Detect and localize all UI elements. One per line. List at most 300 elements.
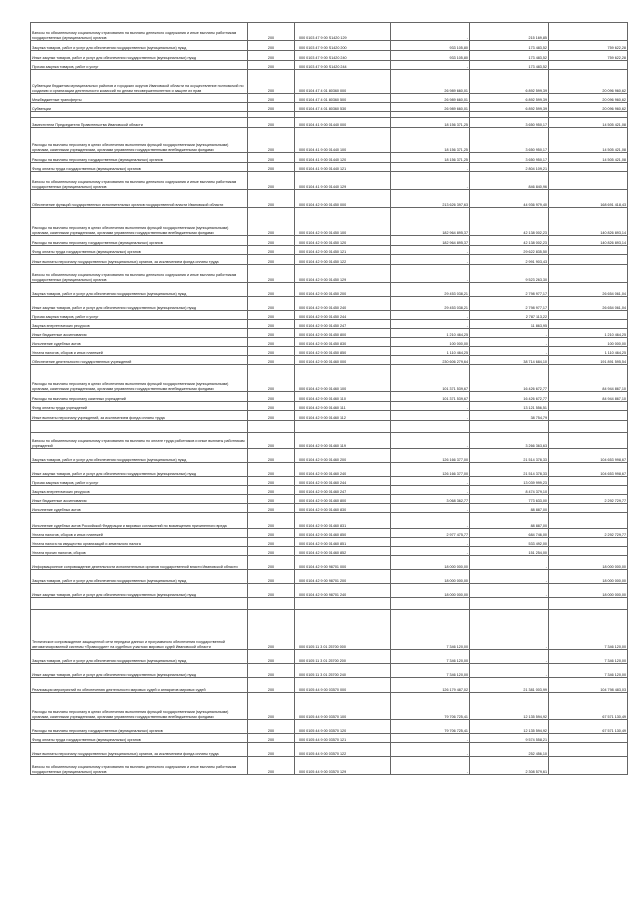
table-row (31, 208, 628, 236)
cell-plan: 182 964 895,37 (391, 236, 470, 246)
cell-name: Субвенции бюджетам муниципальных районов и городских округов Ивановской области на осуществление полномочий по созданию и организации деятельности комиссий по делам несовершеннолетних и защите их прав (31, 70, 248, 94)
cell-code: 200 (248, 547, 295, 556)
table-row (31, 547, 628, 556)
cell-plan: 18 156 371,25 (391, 153, 470, 163)
cell-exec: 21 514 378,33 (470, 463, 549, 477)
cell-plan: 18 000 000,00 (391, 556, 470, 570)
cell-rest (549, 504, 628, 513)
cell-rest: 104 653 998,67 (549, 463, 628, 477)
cell-plan: - (391, 477, 470, 486)
cell-kbk: 000 0104 42 9 00 01460 000 (295, 356, 391, 365)
table-row (31, 51, 628, 61)
table-row (31, 743, 628, 757)
cell-exec: - (470, 584, 549, 598)
table-row (31, 392, 628, 402)
cell-kbk: 000 0104 41 9 00 01440 121 (295, 163, 391, 172)
cell-kbk: 000 0104 42 9 00 01450 247 (295, 320, 391, 329)
cell-rest: 26 654 061,04 (549, 297, 628, 311)
cell-plan: - (391, 172, 470, 190)
cell-name: Расходы на выплаты персоналу в целях обеспечения выполнения функций государственными (муниципальными) органами, казенными учреждениями, органами управления государственными внебюджетными фондами (31, 128, 248, 153)
cell-plan: 7 346 120,00 (391, 610, 470, 650)
cell-rest (549, 421, 628, 433)
cell-plan: - (391, 411, 470, 421)
table-row (31, 584, 628, 598)
table-row (31, 513, 628, 529)
cell-kbk: 000 0104 42 9 00 01450 121 (295, 246, 391, 255)
cell-exec: - (470, 570, 549, 584)
cell-rest (549, 547, 628, 556)
table-row (31, 693, 628, 720)
cell-kbk: 000 0104 42 9 00 01460 240 (295, 463, 391, 477)
cell-exec: 151 254,00 (470, 547, 549, 556)
table-row (31, 734, 628, 743)
cell-plan (391, 598, 470, 610)
cell-rest: 67 571 130,49 (549, 693, 628, 720)
cell-plan: 101 371 539,67 (391, 392, 470, 402)
cell-kbk: 000 0104 42 9 00 01460 100 (295, 365, 391, 392)
cell-rest (549, 265, 628, 283)
cell-rest: 20 096 960,62 (549, 103, 628, 112)
cell-code: 200 (248, 347, 295, 356)
cell-name: Исполнение судебных актов (31, 338, 248, 347)
cell-exec: 3 650 950,17 (470, 128, 549, 153)
cell-code: 200 (248, 208, 295, 236)
cell-plan: 29 453 038,21 (391, 297, 470, 311)
cell-kbk: 000 0104 42 9 00 01450 800 (295, 329, 391, 338)
cell-exec: 38 714 684,10 (470, 356, 549, 365)
cell-kbk: 000 0104 42 9 00 01460 830 (295, 504, 391, 513)
cell-kbk: 000 0104 42 9 00 01450 000 (295, 190, 391, 208)
cell-rest: 18 000 000,00 (549, 570, 628, 584)
cell-code: 200 (248, 584, 295, 598)
cell-name: Уплата налогов, сборов и иных платежей (31, 347, 248, 356)
table-row (31, 311, 628, 320)
cell-name: Закупка товаров, работ и услуг для обеспечения государственных (муниципальных) нужд (31, 449, 248, 463)
cell-rest: 759 622,28 (549, 51, 628, 61)
budget-report-sheet (30, 22, 626, 775)
cell-code (248, 598, 295, 610)
cell-exec: 846 840,96 (470, 172, 549, 190)
cell-rest (549, 311, 628, 320)
cell-kbk: 000 0104 41 9 00 01440 100 (295, 128, 391, 153)
cell-code: 200 (248, 356, 295, 365)
cell-exec: 12 135 594,92 (470, 693, 549, 720)
cell-rest (549, 23, 628, 41)
cell-plan: 1 210 464,25 (391, 329, 470, 338)
cell-code: 200 (248, 529, 295, 538)
cell-code (248, 421, 295, 433)
cell-exec: 6 892 599,39 (470, 103, 549, 112)
cell-exec: - (470, 338, 549, 347)
cell-rest (549, 246, 628, 255)
cell-exec: 16 426 672,77 (470, 365, 549, 392)
cell-name: Уплата налогов, сборов и иных платежей (31, 529, 248, 538)
cell-code: 200 (248, 23, 295, 41)
cell-name: Закупка товаров, работ и услуг для обеспечения государственных (муниципальных) нужд (31, 570, 248, 584)
cell-rest: 14 505 421,08 (549, 118, 628, 128)
cell-rest: 20 096 960,62 (549, 94, 628, 103)
cell-name: Взносы по обязательному социальному страхованию на выплаты денежного содержания и иные выплаты работникам государственных (муниципальных) органов (31, 265, 248, 283)
cell-exec: 533 492,00 (470, 538, 549, 547)
cell-name: Иные закупки товаров, работ и услуг для обеспечения государственных (муниципальных) нужд (31, 51, 248, 61)
cell-plan: 18 000 000,00 (391, 570, 470, 584)
cell-code: 200 (248, 297, 295, 311)
table-row (31, 153, 628, 163)
cell-name: Исполнение судебных актов (31, 504, 248, 513)
table-row (31, 118, 628, 128)
cell-name: Субвенции (31, 103, 248, 112)
table-row (31, 556, 628, 570)
cell-exec: 173 483,52 (470, 61, 549, 70)
table-row (31, 255, 628, 265)
cell-rest: 7 346 120,00 (549, 664, 628, 678)
cell-exec: 21 381 003,99 (470, 678, 549, 693)
cell-code: 200 (248, 720, 295, 734)
table-row (31, 356, 628, 365)
cell-exec: 8 474 379,10 (470, 486, 549, 495)
cell-code: 200 (248, 743, 295, 757)
cell-exec: 12 135 594,92 (470, 720, 549, 734)
cell-kbk: 000 0105 44 9 00 03570 100 (295, 693, 391, 720)
cell-name: Закупка товаров, работ и услуг для обеспечения государственных (муниципальных) нужд (31, 650, 248, 664)
cell-code: 200 (248, 283, 295, 297)
cell-plan: - (391, 504, 470, 513)
cell-name: Иные закупки товаров, работ и услуг для обеспечения государственных (муниципальных) нужд (31, 463, 248, 477)
cell-plan: - (391, 265, 470, 283)
cell-kbk: 000 0103 47 9 00 S1420 244 (295, 61, 391, 70)
cell-plan: - (391, 402, 470, 411)
cell-exec: 2 804 109,21 (470, 163, 549, 172)
cell-kbk: 000 0105 44 9 00 03570 000 (295, 678, 391, 693)
cell-plan: - (391, 23, 470, 41)
cell-plan: - (391, 163, 470, 172)
cell-code: 200 (248, 163, 295, 172)
table-row (31, 365, 628, 392)
cell-code: 200 (248, 153, 295, 163)
cell-code: 200 (248, 246, 295, 255)
cell-rest (549, 433, 628, 449)
table-row (31, 70, 628, 94)
cell-rest: 168 691 418,43 (549, 190, 628, 208)
table-row (31, 529, 628, 538)
cell-code: 200 (248, 664, 295, 678)
cell-exec: 44 936 979,40 (470, 190, 549, 208)
cell-name: Взносы по обязательному социальному страхованию на выплаты денежного содержания и иные выплаты работникам государственных (муниципальных) органов (31, 172, 248, 190)
cell-exec: 16 426 672,77 (470, 392, 549, 402)
cell-plan: 100 000,00 (391, 338, 470, 347)
cell-exec: 21 514 378,33 (470, 449, 549, 463)
cell-kbk: 000 0104 42 9 00 01450 240 (295, 297, 391, 311)
cell-exec: 88 887,00 (470, 513, 549, 529)
cell-name: Иные закупки товаров, работ и услуг для обеспечения государственных (муниципальных) нужд (31, 664, 248, 678)
cell-rest (549, 172, 628, 190)
cell-rest: 140 826 893,14 (549, 236, 628, 246)
cell-name: Взносы по обязательному социальному страхованию на выплаты денежного содержания и иные выплаты работникам государственных (муниципальных) органов (31, 757, 248, 775)
cell-code: 200 (248, 610, 295, 650)
cell-kbk: 000 0103 47 9 00 S1420 240 (295, 51, 391, 61)
cell-kbk: 000 0104 41 9 00 01440 129 (295, 172, 391, 190)
cell-exec: - (470, 556, 549, 570)
cell-name: Фонд оплаты труда государственных (муниципальных) органов (31, 734, 248, 743)
cell-code: 200 (248, 757, 295, 775)
cell-exec: 773 633,00 (470, 495, 549, 504)
cell-rest: 100 000,00 (549, 338, 628, 347)
cell-rest: 104 798 483,03 (549, 678, 628, 693)
cell-kbk: 000 0104 42 9 00 98701 000 (295, 556, 391, 570)
cell-name: Расходы на выплаты персоналу государственных (муниципальных) органов (31, 153, 248, 163)
cell-kbk (295, 421, 391, 433)
cell-kbk: 000 0103 47 9 00 S1420 200 (295, 41, 391, 51)
cell-kbk: 000 0104 42 9 00 01460 111 (295, 402, 391, 411)
cell-exec: 9 574 558,21 (470, 734, 549, 743)
cell-rest (549, 320, 628, 329)
cell-rest (549, 734, 628, 743)
cell-exec: 6 892 599,39 (470, 70, 549, 94)
cell-rest: 14 505 421,08 (549, 153, 628, 163)
cell-code: 200 (248, 477, 295, 486)
cell-exec: 38 754,79 (470, 411, 549, 421)
cell-rest (549, 402, 628, 411)
cell-exec: 13 121 556,51 (470, 402, 549, 411)
cell-plan: 7 346 120,00 (391, 650, 470, 664)
cell-plan: 18 156 371,25 (391, 118, 470, 128)
cell-rest: 1 110 464,25 (549, 347, 628, 356)
cell-exec: 13 039 999,23 (470, 477, 549, 486)
cell-exec: 3 650 950,17 (470, 118, 549, 128)
cell-code: 200 (248, 255, 295, 265)
cell-code: 200 (248, 311, 295, 320)
cell-code: 200 (248, 128, 295, 153)
cell-rest (549, 757, 628, 775)
cell-code: 200 (248, 103, 295, 112)
cell-kbk: 000 0105 44 9 00 03570 122 (295, 743, 391, 757)
cell-kbk: 000 0105 11 3 01 25700 000 (295, 610, 391, 650)
cell-name (31, 598, 248, 610)
cell-plan: 79 706 725,41 (391, 693, 470, 720)
table-row (31, 265, 628, 283)
cell-name: Уплата прочих налогов, сборов (31, 547, 248, 556)
cell-name: Прочая закупка товаров, работ и услуг (31, 61, 248, 70)
table-row (31, 538, 628, 547)
cell-name: Иные выплаты персоналу государственных (муниципальных) органов, за исключением фонда оплаты труда (31, 743, 248, 757)
cell-plan: - (391, 734, 470, 743)
cell-rest (549, 255, 628, 265)
cell-code: 200 (248, 320, 295, 329)
cell-name: Межбюджетные трансферты (31, 94, 248, 103)
cell-kbk: 000 0104 42 9 00 01460 247 (295, 486, 391, 495)
table-row (31, 421, 628, 433)
cell-code: 200 (248, 463, 295, 477)
cell-exec: - (470, 664, 549, 678)
cell-exec: 3 650 950,17 (470, 153, 549, 163)
table-row (31, 664, 628, 678)
cell-exec: 2 798 977,17 (470, 283, 549, 297)
cell-plan: 126 166 377,00 (391, 449, 470, 463)
cell-name: Иные выплаты персоналу учреждений, за исключением фонда оплаты труда (31, 411, 248, 421)
table-row (31, 128, 628, 153)
cell-rest: 18 000 000,00 (549, 556, 628, 570)
cell-name: Техническое сопровождение защищенной сети передачи данных и программного обеспечения государственной автоматизированной системы «Правосудие» на судебных участках мировых судей Ивановской области (31, 610, 248, 650)
cell-exec: 42 138 002,23 (470, 208, 549, 236)
cell-name (31, 421, 248, 433)
cell-plan: - (391, 513, 470, 529)
cell-exec: 173 483,52 (470, 41, 549, 51)
cell-name: Расходы на выплаты персоналу в целях обеспечения выполнения функций государственными (муниципальными) органами, казенными учреждениями, органами управления государственными внебюджетными фондами (31, 365, 248, 392)
cell-exec: - (470, 650, 549, 664)
cell-name: Расходы на выплаты персоналу государственных (муниципальных) органов (31, 720, 248, 734)
cell-name: Обеспечение деятельности государственных учреждений (31, 356, 248, 365)
cell-plan: 213 626 397,63 (391, 190, 470, 208)
cell-code: 200 (248, 678, 295, 693)
cell-kbk: 000 0105 44 9 00 03570 129 (295, 757, 391, 775)
cell-exec: 6 892 599,39 (470, 94, 549, 103)
cell-name: Взносы по обязательному социальному страхованию на выплаты денежного содержания и иные выплаты работникам государственных (муниципальных) органов (31, 23, 248, 41)
cell-plan: - (391, 757, 470, 775)
cell-exec: 2 798 977,17 (470, 297, 549, 311)
cell-name: Иные закупки товаров, работ и услуг для обеспечения государственных (муниципальных) нужд (31, 584, 248, 598)
cell-name: Расходы на выплаты персоналу в целях обеспечения выполнения функций государственными (муниципальными) органами, казенными учреждениями, органами управления государственными внебюджетными фондами (31, 208, 248, 236)
cell-kbk: 000 0103 47 9 00 S1420 129 (295, 23, 391, 41)
cell-kbk: 000 0104 42 9 00 01460 244 (295, 477, 391, 486)
table-row (31, 477, 628, 486)
cell-kbk: 000 0104 42 9 00 01460 119 (295, 433, 391, 449)
cell-name: Закупка товаров, работ и услуг для обеспечения государственных (муниципальных) нужд (31, 41, 248, 51)
cell-plan: 126 179 487,02 (391, 678, 470, 693)
cell-code: 200 (248, 570, 295, 584)
table-row (31, 433, 628, 449)
cell-code: 200 (248, 734, 295, 743)
cell-exec: 2 787 113,22 (470, 311, 549, 320)
cell-code: 200 (248, 392, 295, 402)
cell-kbk: 000 0104 42 9 00 01450 100 (295, 208, 391, 236)
cell-plan: 933 105,80 (391, 41, 470, 51)
cell-rest: 2 292 729,77 (549, 495, 628, 504)
table-row (31, 23, 628, 41)
cell-plan: 230 606 279,64 (391, 356, 470, 365)
cell-name: Прочая закупка товаров, работ и услуг (31, 311, 248, 320)
cell-plan: 3 068 362,77 (391, 495, 470, 504)
table-row (31, 246, 628, 255)
table-row (31, 61, 628, 70)
cell-plan: 101 371 539,67 (391, 365, 470, 392)
cell-code: 200 (248, 61, 295, 70)
cell-rest: 18 000 000,00 (549, 584, 628, 598)
cell-code: 200 (248, 402, 295, 411)
cell-kbk: 000 0104 42 9 00 01450 122 (295, 255, 391, 265)
cell-name: Фонд оплаты труда учреждений (31, 402, 248, 411)
cell-plan: 18 000 000,00 (391, 584, 470, 598)
cell-kbk: 000 0104 47 4 01 80360 530 (295, 103, 391, 112)
cell-rest: 104 653 998,67 (549, 449, 628, 463)
cell-kbk: 000 0104 42 9 00 01460 851 (295, 538, 391, 547)
cell-name: Закупка энергетических ресурсов (31, 320, 248, 329)
table-row (31, 678, 628, 693)
cell-rest (549, 538, 628, 547)
cell-code: 200 (248, 265, 295, 283)
table-row (31, 297, 628, 311)
cell-code: 200 (248, 538, 295, 547)
cell-rest: 84 944 867,10 (549, 365, 628, 392)
cell-plan: - (391, 320, 470, 329)
cell-rest (549, 163, 628, 172)
cell-exec: 3 266 363,63 (470, 433, 549, 449)
cell-kbk: 000 0104 42 9 00 01450 830 (295, 338, 391, 347)
cell-rest: 20 096 960,62 (549, 70, 628, 94)
cell-rest: 26 654 061,04 (549, 283, 628, 297)
cell-name: Иные выплаты персоналу государственных (муниципальных) органов, за исключением фонда оплаты труда (31, 255, 248, 265)
cell-name: Расходы на выплаты персоналу государственных (муниципальных) органов (31, 236, 248, 246)
cell-kbk: 000 0105 44 9 00 03570 121 (295, 734, 391, 743)
cell-name: Расходы на выплаты персоналу в целях обеспечения выполнения функций государственными (муниципальными) органами, казенными учреждениями, органами управления государственными внебюджетными фондами (31, 693, 248, 720)
cell-plan: 79 706 725,41 (391, 720, 470, 734)
cell-plan (391, 421, 470, 433)
budget-table (30, 22, 628, 775)
cell-plan: - (391, 311, 470, 320)
cell-rest: 140 826 893,14 (549, 208, 628, 236)
cell-code: 200 (248, 433, 295, 449)
cell-name: Обеспечение функций государственных исполнительных органов государственной власти Ивановской области (31, 190, 248, 208)
cell-kbk: 000 0104 42 9 00 01460 200 (295, 449, 391, 463)
table-row (31, 720, 628, 734)
cell-name: Реализация мероприятий по обеспечению деятельности мировых судей и аппаратов мировых судей (31, 678, 248, 693)
cell-plan: 126 166 377,00 (391, 463, 470, 477)
cell-code: 200 (248, 94, 295, 103)
cell-code: 200 (248, 190, 295, 208)
cell-plan: - (391, 255, 470, 265)
cell-plan: 29 453 038,21 (391, 283, 470, 297)
cell-name: Уплата налога на имущество организаций и земельного налога (31, 538, 248, 547)
cell-kbk: 000 0104 42 9 00 01460 112 (295, 411, 391, 421)
table-row (31, 163, 628, 172)
table-row (31, 402, 628, 411)
cell-exec: 252 456,10 (470, 743, 549, 757)
cell-rest: 759 622,28 (549, 41, 628, 51)
cell-name: Иные бюджетные ассигнования (31, 329, 248, 338)
cell-name: Иные закупки товаров, работ и услуг для обеспечения государственных (муниципальных) нужд (31, 297, 248, 311)
table-row (31, 598, 628, 610)
cell-plan: 933 105,80 (391, 51, 470, 61)
table-row (31, 190, 628, 208)
table-row (31, 283, 628, 297)
cell-name: Закупка энергетических ресурсов (31, 486, 248, 495)
cell-exec: 88 887,00 (470, 504, 549, 513)
cell-plan: - (391, 743, 470, 757)
cell-exec: 42 138 002,23 (470, 236, 549, 246)
cell-rest: 7 346 120,00 (549, 650, 628, 664)
cell-plan: - (391, 486, 470, 495)
cell-kbk: 000 0104 42 9 00 01450 244 (295, 311, 391, 320)
cell-plan: 1 110 464,25 (391, 347, 470, 356)
cell-plan: - (391, 246, 470, 255)
cell-code: 200 (248, 236, 295, 246)
table-row (31, 486, 628, 495)
cell-kbk (295, 598, 391, 610)
table-row (31, 236, 628, 246)
cell-exec: 684 746,00 (470, 529, 549, 538)
cell-exec: 2 308 579,61 (470, 757, 549, 775)
cell-code: 200 (248, 513, 295, 529)
cell-plan: - (391, 433, 470, 449)
cell-plan: 26 989 660,01 (391, 70, 470, 94)
cell-rest (549, 486, 628, 495)
cell-name: Иные бюджетные ассигнования (31, 495, 248, 504)
cell-rest: 67 571 130,49 (549, 720, 628, 734)
cell-kbk: 000 0104 47 4 01 80360 500 (295, 94, 391, 103)
cell-code: 200 (248, 693, 295, 720)
table-row (31, 320, 628, 329)
cell-rest: 191 891 595,54 (549, 356, 628, 365)
table-row (31, 610, 628, 650)
